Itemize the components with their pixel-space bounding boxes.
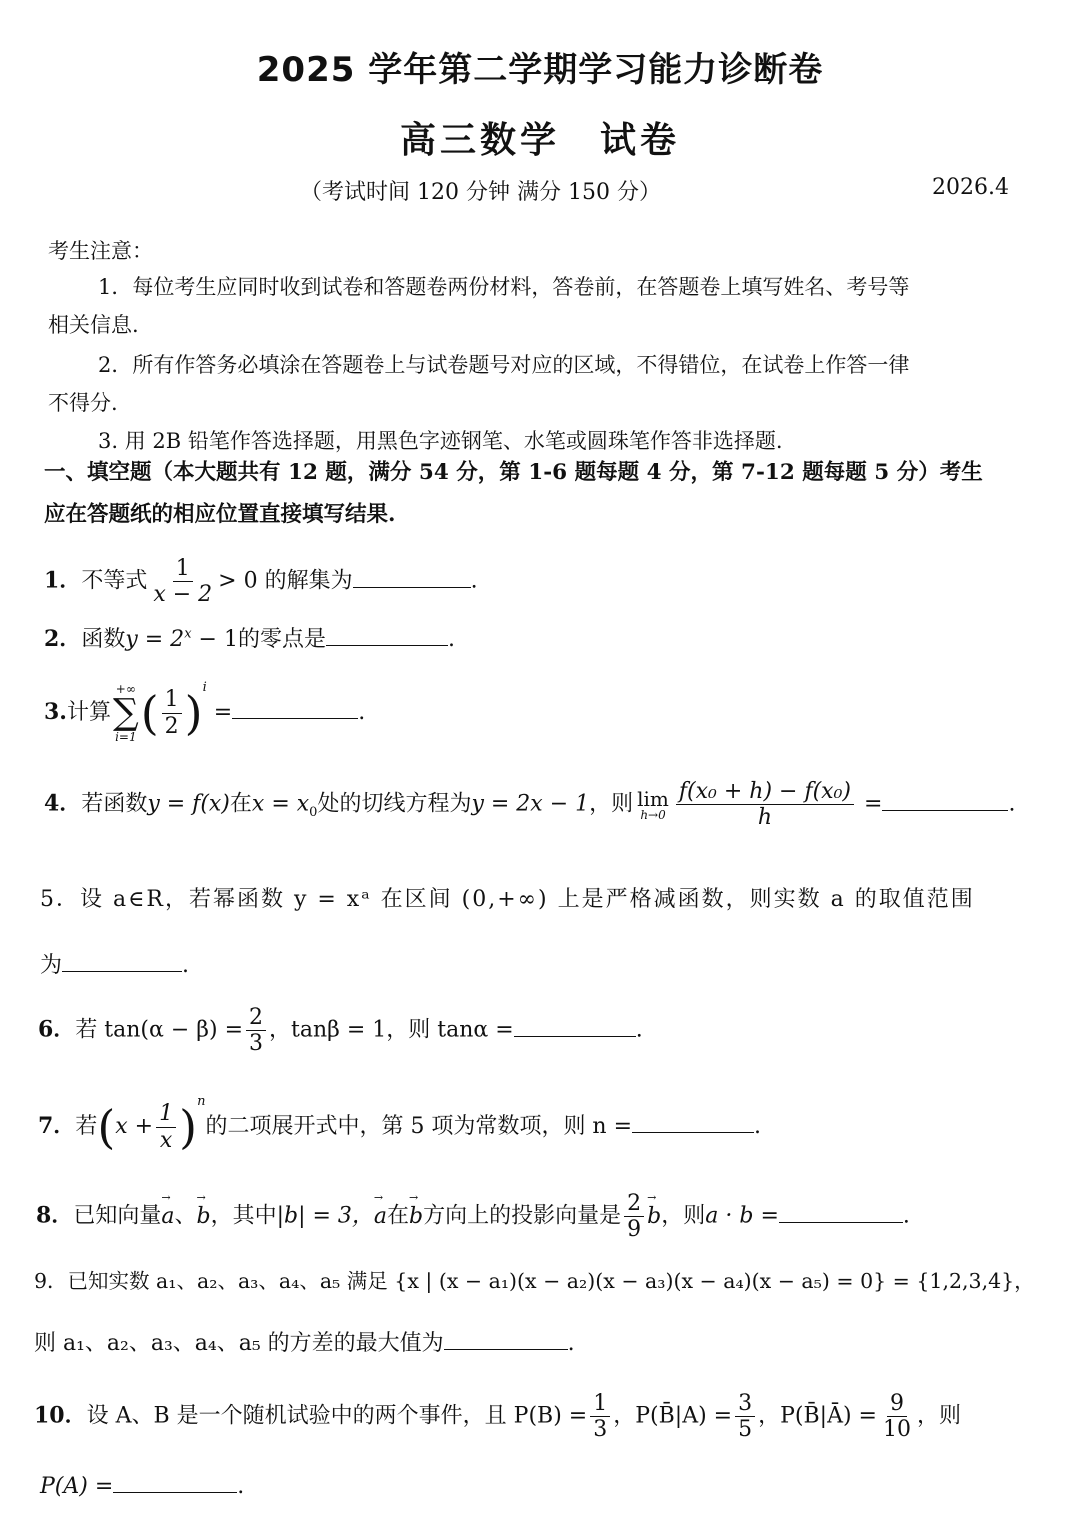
q2-expr-tail: − 1 (191, 627, 238, 652)
notice-item-1: 1．每位考生应同时收到试卷和答题卷两份材料，答卷前，在答题卷上填写姓名、考号等 (98, 275, 910, 299)
fraction-denominator: h (757, 805, 773, 831)
limit-symbol: lim (637, 786, 669, 811)
answer-blank-4[interactable] (882, 792, 1008, 811)
question-6 (38, 1006, 643, 1055)
question-number: 6． (38, 1016, 76, 1043)
q2-end: . (447, 627, 455, 652)
question-number: 10． (34, 1402, 87, 1429)
limit (637, 786, 669, 822)
q3-exponent: i (202, 680, 207, 695)
fraction-numerator: 2 (246, 1006, 266, 1031)
question-number: 1． (44, 567, 82, 594)
q4-expr3: y = 2x − 1 (471, 791, 590, 817)
q10-fraction-2 (735, 1392, 755, 1441)
fraction-numerator: 1 (173, 557, 193, 582)
fraction-numerator: 1 (156, 1102, 176, 1127)
question-number: 2． (44, 626, 82, 652)
question-7: 7．若(x + $\frac{1}{x}$ )$^n$的二项展开式中，第 5 项为常数项，则 n = . (38, 1094, 762, 1154)
q8-fraction (624, 1192, 644, 1241)
q1-text: 不等式 (81, 568, 148, 594)
q3-text: 计算 (66, 700, 111, 725)
summation: +∞ ∑ i=1 (112, 682, 139, 744)
fraction-denominator: 3 (249, 1031, 264, 1057)
q10-expr: P(A) = (40, 1474, 114, 1499)
q4-text-mid1: 在 (229, 791, 252, 817)
q8-separator: 、 (174, 1203, 197, 1229)
question-number: 7． (38, 1113, 76, 1139)
q4-text-mid3: ，则 (589, 791, 634, 817)
fraction-denominator: 5 (738, 1417, 753, 1443)
question-3: 3.计算 +∞ ∑ i=1 ( $\frac{1}{2}$ )$^i$ = . (44, 680, 366, 744)
q6-fraction (246, 1006, 266, 1055)
q4-text-post: = (857, 791, 883, 817)
section-heading: 一、填空题（本大题共有 12 题，满分 54 分，第 1-6 题每题 4 分，第 7-12 题每题 5 分）考生 (44, 460, 983, 485)
q2-exponent: x (184, 626, 192, 642)
q9-end: . (567, 1331, 575, 1356)
answer-blank-7[interactable] (632, 1114, 754, 1133)
q8-text: 已知向量 (73, 1203, 162, 1229)
question-10 (34, 1392, 961, 1441)
notice-item-1-cont: 相关信息. (48, 313, 139, 337)
fraction-denominator: 2 (164, 713, 179, 739)
q8-norm: |b| = 3， (276, 1203, 374, 1229)
question-10-cont (40, 1474, 244, 1499)
question-1 (44, 557, 478, 606)
answer-blank-5[interactable] (62, 953, 182, 972)
vector-b: → b (647, 1204, 661, 1229)
answer-blank-10[interactable] (113, 1474, 237, 1493)
q4-subscript: 0 (309, 804, 318, 820)
q7-text-post: 的二项展开式中，第 5 项为常数项，则 n = (205, 1114, 633, 1139)
notice-heading: 考生注意： (48, 239, 153, 263)
exam-info: （考试时间 120 分钟 满分 150 分） (300, 180, 661, 205)
q6-text-mid: ，tanβ = 1，则 tanα = (269, 1017, 514, 1043)
fraction-denominator: 10 (882, 1417, 911, 1443)
fraction-numerator: f(x₀ + h) − f(x₀) (676, 780, 854, 805)
vector-b: → b (409, 1204, 423, 1229)
q4-expr2: x = x (251, 791, 310, 817)
question-9: 9．已知实数 a₁、a₂、a₃、a₄、a₅ 满足 {x | (x − a₁)(x − a₂)(x − a₃)(x − a₄)(x − a₅) = 0} = {1,2,3,4}， (34, 1269, 1035, 1293)
question-8 (36, 1192, 910, 1241)
vector-a: → a (161, 1204, 174, 1229)
notice-item-3: 3. 用 2B 铅笔作答选择题，用黑色字迹钢笔、水笔或圆珠笔作答非选择题. (98, 429, 783, 453)
answer-blank-8[interactable] (779, 1204, 903, 1223)
vector-a: → a (374, 1204, 387, 1229)
limit-subscript: h→0 (640, 807, 666, 822)
q7-text: 若 (75, 1114, 98, 1139)
q4-text-mid2: 处的切线方程为 (317, 791, 472, 817)
question-5: 5．设 a∈R，若幂函数 y = xᵃ 在区间 (0,+∞) 上是严格减函数，则实数 a 的取值范围 (40, 887, 975, 912)
fraction-numerator: 1 (162, 688, 182, 713)
sum-lower-limit: i=1 (115, 730, 137, 744)
q4-text: 若函数 (81, 791, 148, 817)
q8-text-mid1: ，其中 (210, 1203, 277, 1229)
q1-fraction (150, 557, 215, 606)
exam-title: 2025 学年第二学期学习能力诊断卷 (256, 50, 824, 90)
q7-end: . (754, 1114, 762, 1139)
answer-blank-3[interactable] (232, 700, 358, 719)
question-4 (44, 780, 1015, 829)
question-9-cont (34, 1326, 575, 1357)
q9-text: 则 a₁、a₂、a₃、a₄、a₅ 的方差的最大值为 (34, 1331, 444, 1356)
notice-item-2-cont: 不得分. (48, 391, 118, 415)
q3-fraction (162, 688, 182, 737)
fraction-numerator: 3 (735, 1392, 755, 1417)
question-number: 4． (44, 790, 82, 817)
q5-text: 为 (40, 953, 63, 978)
sum-upper-limit: +∞ (115, 682, 136, 696)
fraction-denominator: 9 (627, 1217, 642, 1243)
q2-text-post: 的零点是 (237, 627, 326, 652)
fraction-denominator: x (159, 1127, 173, 1153)
q10-text-p2: ，P(B̄|A) = (613, 1403, 733, 1429)
vector-b: → b (196, 1204, 210, 1229)
q7-fraction (156, 1102, 176, 1151)
fraction-numerator: 9 (887, 1392, 907, 1417)
q8-dot-product: a · b = (705, 1203, 779, 1229)
q4-fraction (676, 780, 854, 829)
answer-blank-2[interactable] (326, 627, 448, 646)
q7-expr: x + (115, 1114, 154, 1139)
q3-end: . (358, 700, 366, 725)
question-number: 3. (44, 699, 67, 725)
q10-text-post: ，则 (916, 1403, 961, 1429)
fraction-numerator: 2 (624, 1192, 644, 1217)
answer-blank-9[interactable] (444, 1331, 568, 1350)
q10-fraction-1 (590, 1392, 610, 1441)
q8-text-mid4: 方向上的投影向量是 (423, 1203, 622, 1229)
q2-expr: y = 2 (125, 627, 185, 652)
fraction-denominator: x − 2 (153, 582, 213, 608)
q1-end: . (470, 568, 478, 594)
exam-subtitle: 高三数学 试卷 (399, 120, 680, 161)
q4-end: . (1008, 791, 1016, 817)
q10-end: . (237, 1474, 245, 1499)
answer-blank-1[interactable] (353, 569, 471, 588)
q8-text-mid5: ，则 (661, 1203, 706, 1229)
q8-text-mid3: 在 (387, 1203, 410, 1229)
q3-text-post: = (206, 700, 233, 725)
q6-text: 若 tan(α − β) = (75, 1017, 244, 1043)
q5-end: . (182, 953, 190, 978)
q10-fraction-3 (880, 1392, 914, 1441)
fraction-denominator: 3 (593, 1417, 608, 1443)
question-5-cont (40, 948, 189, 979)
q2-text: 函数 (81, 627, 126, 652)
exam-date: 2026.4 (932, 175, 1009, 200)
q8-end: . (902, 1203, 910, 1229)
answer-blank-6[interactable] (514, 1018, 636, 1037)
q10-text: 设 A、B 是一个随机试验中的两个事件，且 P(B) = (86, 1403, 588, 1429)
q7-exponent: n (197, 1094, 206, 1109)
fraction-numerator: 1 (590, 1392, 610, 1417)
q1-text-post: > 0 的解集为 (218, 568, 353, 594)
question-number: 8． (36, 1202, 74, 1229)
q4-expr1: y = f(x) (147, 791, 230, 817)
q6-end: . (635, 1017, 643, 1043)
q10-text-p3: ，P(B̄|Ā) = (758, 1403, 877, 1429)
section-heading-cont: 应在答题纸的相应位置直接填写结果. (44, 502, 396, 527)
notice-item-2: 2．所有作答务必填涂在答题卷上与试卷题号对应的区域，不得错位，在试卷上作答一律 (98, 353, 910, 377)
question-2 (44, 622, 455, 653)
